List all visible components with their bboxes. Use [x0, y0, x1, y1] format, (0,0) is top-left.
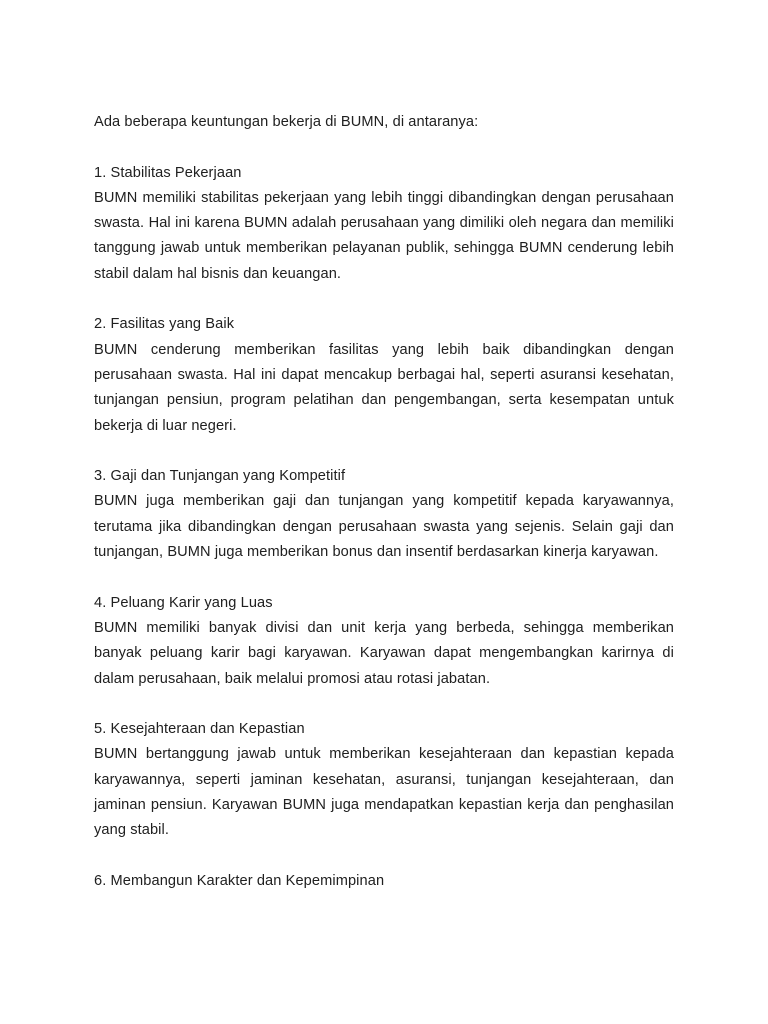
section-title: 6. Membangun Karakter dan Kepemimpinan — [94, 872, 385, 889]
section-title: 1. Stabilitas Pekerjaan — [94, 164, 242, 181]
section-title: 2. Fasilitas yang Baik — [94, 316, 235, 333]
section-title: 5. Kesejahteraan dan Kepastian — [94, 721, 305, 738]
section-body: BUMN memiliki banyak divisi dan unit kerja yang berbeda, sehingga memberikan banyak peluang karir bagi karyawan. Karyawan dapat mengembangkan karirnya di dalam perusahaan, baik melalui promosi atau rotasi jabatan. — [94, 619, 674, 687]
section-title: 4. Peluang Karir yang Luas — [94, 594, 273, 611]
section-body: BUMN bertanggung jawab untuk memberikan kesejahteraan dan kepastian kepada karyawannya, seperti jaminan kesehatan, asuransi, tunjangan kesejahteraan, dan jaminan pensiun. Karyawan BUMN juga mendapatkan kepastian kerja dan penghasilan yang stabil. — [94, 746, 674, 839]
section-stabilitas-pekerjaan — [94, 161, 674, 287]
section-body: BUMN juga memberikan gaji dan tunjangan yang kompetitif kepada karyawannya, terutama jika dibandingkan dengan perusahaan swasta yang sejenis. Selain gaji dan tunjangan, BUMN juga memberikan bonus dan insentif berdasarkan kinerja karyawan. — [94, 493, 674, 561]
section-gaji-dan-tunjangan — [94, 464, 674, 565]
section-kesejahteraan-dan-kepastian — [94, 717, 674, 843]
section-body: BUMN cenderung memberikan fasilitas yang lebih baik dibandingkan dengan perusahaan swasta. Hal ini dapat mencakup berbagai hal, seperti asuransi kesehatan, tunjangan pensiun, program pelatihan dan pengembangan, serta kesempatan untuk bekerja di luar negeri. — [94, 341, 674, 434]
section-peluang-karir — [94, 591, 674, 692]
document-content — [94, 110, 674, 920]
section-fasilitas-yang-baik — [94, 312, 674, 438]
intro-text: Ada beberapa keuntungan bekerja di BUMN, di antaranya: — [94, 114, 479, 130]
section-body: BUMN memiliki stabilitas pekerjaan yang lebih tinggi dibandingkan dengan perusahaan swasta. Hal ini karena BUMN adalah perusahaan yang dimiliki oleh negara dan memiliki tanggung jawab untuk memberikan pelayanan publik, sehingga BUMN cenderung lebih stabil dalam hal bisnis dan keuangan. — [94, 189, 674, 282]
section-membangun-karakter — [94, 869, 674, 894]
section-title: 3. Gaji dan Tunjangan yang Kompetitif — [94, 468, 346, 485]
